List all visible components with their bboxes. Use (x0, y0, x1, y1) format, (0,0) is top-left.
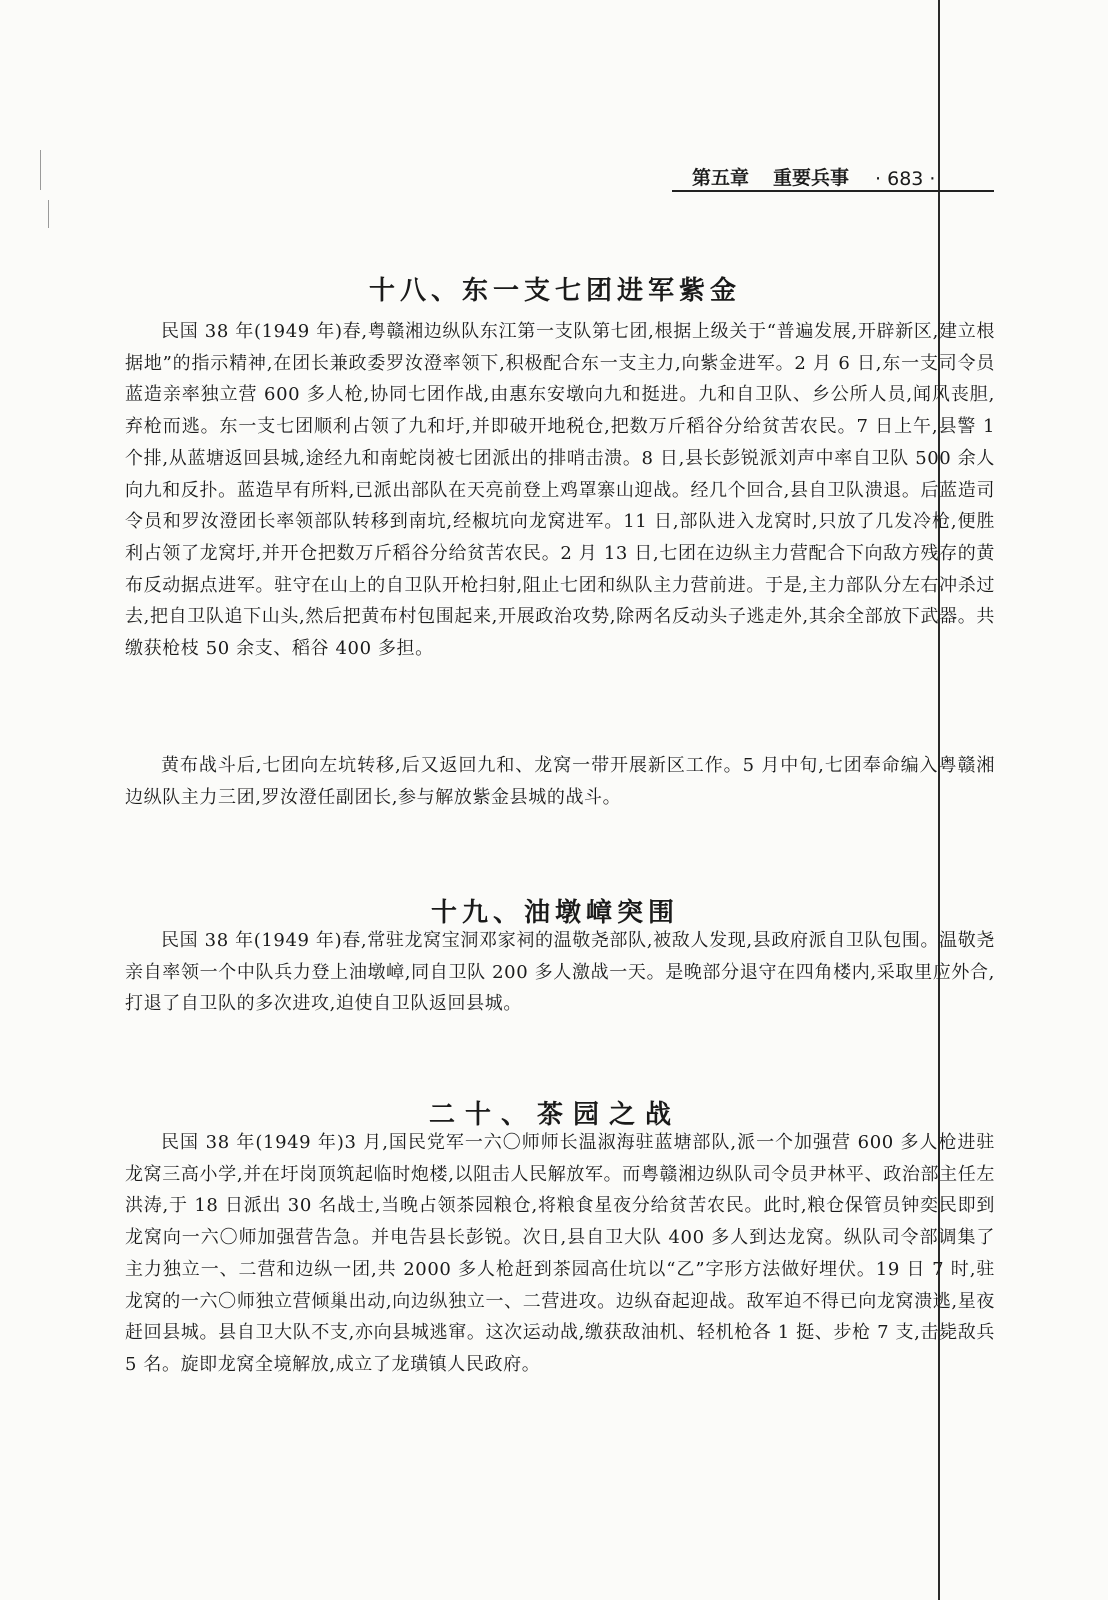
page-number: · 683 · (875, 168, 936, 190)
paragraph: 民国 38 年(1949 年)春,粤赣湘边纵队东江第一支队第七团,根据上级关于“普遍发展,开辟新区,建立根据地”的指示精神,在团长兼政委罗汝澄率领下,积极配合东一支主力,向紫金进军。2 月 6 日,东一支司令员蓝造亲率独立营 600 多人枪,协同七团作战,由惠东安墩向九和挺进。九和自卫队、乡公所人员,闻风丧胆,弃枪而逃。东一支七团顺利占领了九和圩,并即破开地税仓,把数万斤稻谷分给贫苦农民。7 日上午,县警 1 个排,从蓝塘返回县城,途经九和南蛇岗被七团派出的排哨击溃。8 日,县长彭锐派刘声中率自卫队 500 余人向九和反扑。蓝造早有所料,已派出部队在天亮前登上鸡罩寨山迎战。经几个回合,县自卫队溃退。后蓝造司令员和罗汝澄团长率领部队转移到南坑,经椒坑向龙窝进军。11 日,部队进入龙窝时,只放了几发冷枪,便胜利占领了龙窝圩,并开仓把数万斤稻谷分给贫苦农民。2 月 13 日,七团在边纵主力营配合下向敌方残存的黄布反动据点进军。驻守在山上的自卫队开枪扫射,阻止七团和纵队主力营前进。于是,主力部队分左右冲杀过去,把自卫队追下山头,然后把黄布村包围起来,开展政治攻势,除两名反动头子逃走外,其余全部放下武器。共缴获枪枝 50 余支、稻谷 400 多担。 (125, 321, 995, 660)
scan-speck (48, 200, 49, 228)
paragraph: 民国 38 年(1949 年)3 月,国民党军一六〇师师长温淑海驻蓝塘部队,派一个加强营 600 多人枪进驻龙窝三高小学,并在圩岗顶筑起临时炮楼,以阻击人民解放军。而粤赣湘边纵队司令员尹林平、政治部主任左洪涛,于 18 日派出 30 名战士,当晚占领茶园粮仓,将粮食星夜分给贫苦农民。此时,粮仓保管员钟奕民即到龙窝向一六〇师加强营告急。并电告县长彭锐。次日,县自卫大队 400 多人到达龙窝。纵队司令部调集了主力独立一、二营和边纵一团,共 2000 多人枪赶到茶园高仕坑以“乙”字形方法做好埋伏。19 日 7 时,驻龙窝的一六〇师独立营倾巢出动,向边纵独立一、二营进攻。边纵奋起迎战。敌军迫不得已向龙窝溃逃,星夜赶回县城。县自卫大队不支,亦向县城逃窜。这次运动战,缴获敌油机、轻机枪各 1 挺、步枪 7 支,击毙敌兵 5 名。旋即龙窝全境解放,成立了龙璜镇人民政府。 (125, 1132, 995, 1375)
paragraph: 黄布战斗后,七团向左坑转移,后又返回九和、龙窝一带开展新区工作。5 月中旬,七团奉命编入粤赣湘边纵队主力三团,罗汝澄任副团长,参与解放紫金县城的战斗。 (125, 755, 995, 808)
section-title: 十九、油墩嶂突围 (430, 897, 679, 928)
section-title: 二十、茶园之战 (428, 1099, 681, 1130)
running-head (672, 160, 994, 192)
scan-speck (40, 150, 41, 190)
paragraph: 民国 38 年(1949 年)春,常驻龙窝宝洞邓家祠的温敬尧部队,被敌人发现,县政府派自卫队包围。温敬尧亲自率领一个中队兵力登上油墩嶂,同自卫队 200 多人激战一天。是晚部分退守在四角楼内,采取里应外合,打退了自卫队的多次进攻,迫使自卫队返回县城。 (125, 930, 995, 1015)
section-title: 十八、东一支七团进军紫金 (368, 275, 741, 306)
chapter-label: 第五章 (692, 167, 750, 189)
chapter-topic: 重要兵事 (773, 167, 850, 189)
